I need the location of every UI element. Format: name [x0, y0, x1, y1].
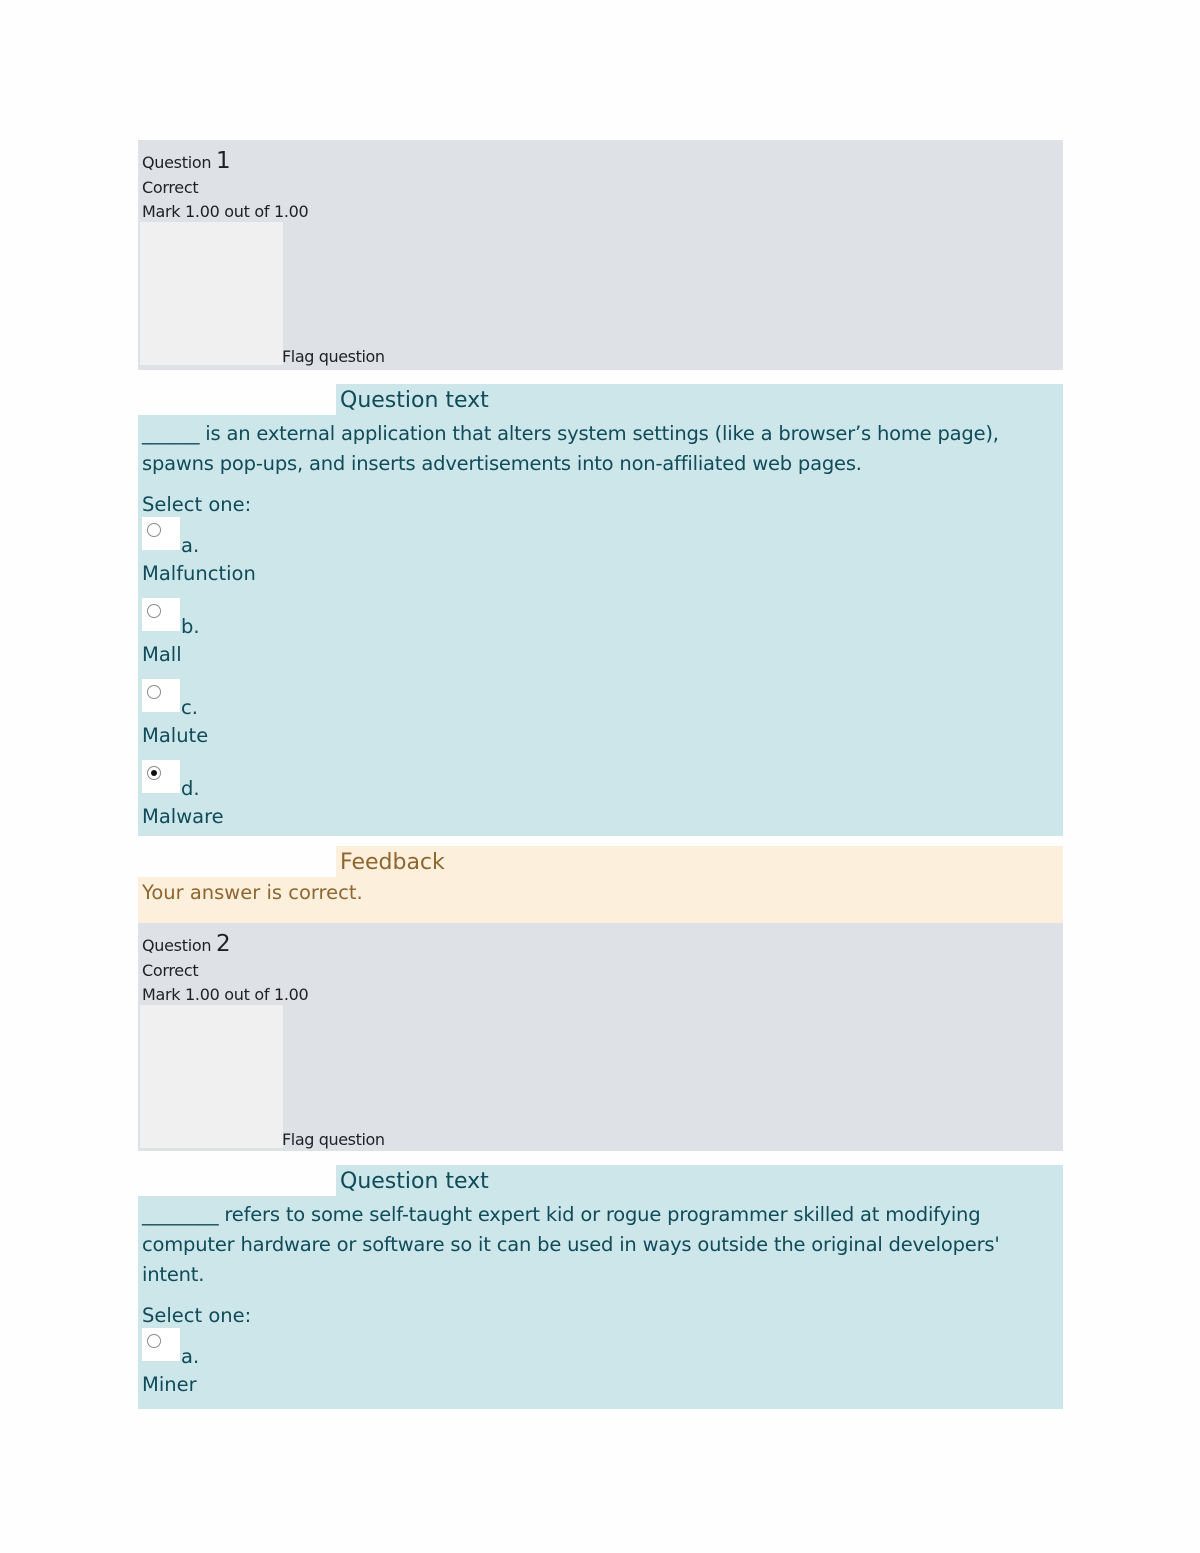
radio-button[interactable] — [147, 523, 161, 537]
spacer — [138, 1151, 1063, 1165]
option-letter: b. — [181, 615, 200, 638]
question-text-heading: Question text — [336, 384, 1063, 415]
question-number-value: 1 — [215, 148, 231, 174]
option-answer[interactable]: Mall — [142, 643, 182, 666]
question-state: Correct — [142, 961, 199, 980]
spacer — [138, 370, 1063, 384]
radio-box — [142, 1328, 180, 1361]
question-grade: Mark 1.00 out of 1.00 — [142, 202, 309, 221]
option-answer[interactable]: Malware — [142, 805, 224, 828]
radio-button[interactable] — [147, 1334, 161, 1348]
answer-option-b[interactable] — [142, 597, 1059, 678]
question-1-content — [138, 415, 1063, 836]
question-label: Question — [142, 153, 212, 172]
radio-box — [142, 679, 180, 712]
question-number — [142, 148, 230, 174]
flag-question-link[interactable]: Flag question — [282, 347, 385, 366]
option-answer[interactable]: Miner — [142, 1373, 197, 1396]
select-prompt: Select one: — [142, 1304, 252, 1327]
quiz-review — [138, 140, 1063, 1409]
question-number-value: 2 — [215, 931, 231, 957]
feedback-text: Your answer is correct. — [138, 877, 1063, 923]
option-letter: d. — [181, 777, 200, 800]
flag-icon[interactable] — [140, 222, 283, 365]
option-letter: a. — [181, 534, 200, 557]
option-answer[interactable]: Malute — [142, 724, 209, 747]
question-text-heading: Question text — [336, 1165, 1063, 1196]
answer-option-d[interactable] — [142, 759, 1059, 836]
radio-button[interactable] — [147, 604, 161, 618]
option-answer[interactable]: Malfunction — [142, 562, 256, 585]
radio-button[interactable] — [147, 685, 161, 699]
radio-button-selected[interactable] — [147, 766, 161, 780]
question-2-content — [138, 1196, 1063, 1409]
answer-option-c[interactable] — [142, 678, 1059, 759]
option-letter: c. — [181, 696, 198, 719]
question-text: ______ is an external application that alters system settings (like a browser’s home page), spawns pop-ups, and inserts advertisements into non-affiliated web pages. — [142, 422, 999, 475]
radio-box — [142, 760, 180, 793]
radio-box — [142, 598, 180, 631]
feedback-heading: Feedback — [336, 846, 1063, 877]
select-prompt: Select one: — [142, 493, 252, 516]
option-letter: a. — [181, 1345, 200, 1368]
flag-icon[interactable] — [140, 1005, 283, 1148]
question-label: Question — [142, 936, 212, 955]
question-grade: Mark 1.00 out of 1.00 — [142, 985, 309, 1004]
question-number — [142, 931, 230, 957]
question-1-info — [138, 140, 1063, 370]
flag-question-link[interactable]: Flag question — [282, 1130, 385, 1149]
question-2-info — [138, 923, 1063, 1151]
question-text: ________ refers to some self-taught expert kid or rogue programmer skilled at modifying computer hardware or software so it can be used in ways outside the original developers' intent. — [142, 1203, 1000, 1286]
radio-box — [142, 517, 180, 550]
answer-option-a[interactable] — [142, 1327, 1059, 1409]
answer-option-a[interactable] — [142, 516, 1059, 597]
question-state: Correct — [142, 178, 199, 197]
